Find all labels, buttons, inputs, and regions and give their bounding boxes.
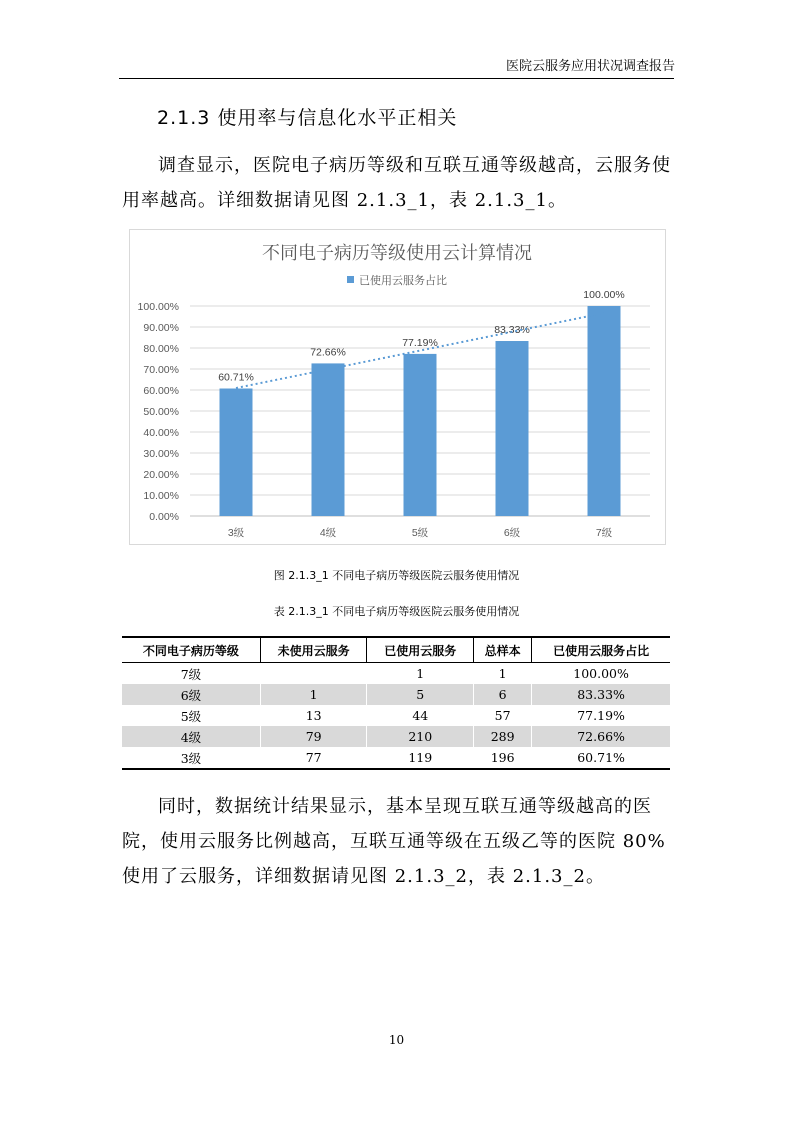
x-tick-label: 5级: [411, 527, 429, 539]
y-tick-label: 70.00%: [143, 364, 179, 376]
legend-label: 已使用云服务占比: [359, 275, 447, 287]
table-cell: 210: [367, 726, 474, 747]
table-cell: 289: [474, 726, 532, 747]
table-header-row: [122, 637, 670, 663]
y-tick-label: 60.00%: [143, 385, 179, 397]
paragraph-1: 调查显示，医院电子病历等级和互联互通等级越高，云服务使用率越高。详细数据请见图 2.1.3_1，表 2.1.3_1。: [122, 155, 671, 211]
bar: [220, 389, 253, 516]
table-cell: 57: [474, 705, 532, 726]
y-tick-label: 50.00%: [143, 406, 179, 418]
x-tick-label: 3级: [227, 527, 245, 539]
y-tick-label: 90.00%: [143, 322, 179, 334]
x-tick-label: 4级: [319, 527, 337, 539]
table-cell: 6: [474, 684, 532, 705]
y-tick-label: 10.00%: [143, 490, 179, 502]
legend-swatch: [347, 276, 354, 283]
bar: [496, 341, 529, 516]
table-cell: 5: [367, 684, 474, 705]
x-tick-label: 6级: [503, 527, 521, 539]
table-row: [122, 705, 670, 726]
table-row: [122, 747, 670, 769]
table-cell: 1: [474, 663, 532, 685]
bar: [404, 354, 437, 516]
table-row: [122, 663, 670, 685]
bar: [312, 363, 345, 516]
y-tick-label: 100.00%: [137, 301, 179, 313]
data-label: 72.66%: [310, 346, 346, 359]
table-cell: 79: [260, 726, 367, 747]
section-title: 2.1.3 使用率与信息化水平正相关: [157, 107, 458, 129]
header-cell: 已使用云服务占比: [532, 637, 670, 663]
table-cell: 83.33%: [532, 684, 670, 705]
figure-caption: 图 2.1.3_1 不同电子病历等级医院云服务使用情况: [273, 569, 520, 582]
table-cell: 1: [260, 684, 367, 705]
header-cell: 已使用云服务: [367, 637, 474, 663]
table-cell: 196: [474, 747, 532, 769]
table-cell: 7级: [180, 666, 202, 682]
data-label: 77.19%: [402, 336, 438, 349]
table-row: [122, 684, 670, 705]
table-cell: 3级: [122, 747, 260, 769]
y-tick-label: 0.00%: [149, 511, 179, 523]
table-cell: 13: [260, 705, 367, 726]
header-cell: 不同电子病历等级: [122, 637, 260, 663]
table-cell: 6级: [122, 684, 260, 705]
chart-canvas: [130, 230, 665, 544]
table-cell: 5级: [180, 708, 202, 724]
data-label: 60.71%: [218, 371, 254, 384]
x-tick-label: 7级: [595, 527, 613, 539]
table-row: [122, 726, 670, 747]
y-tick-label: 40.00%: [143, 427, 179, 439]
bar-chart: [129, 229, 666, 545]
data-label: 100.00%: [583, 289, 625, 301]
table-cell: [260, 663, 367, 685]
y-tick-label: 30.00%: [143, 448, 179, 460]
y-tick-label: 20.00%: [143, 469, 179, 481]
table-caption: 表 2.1.3_1 不同电子病历等级医院云服务使用情况: [273, 605, 520, 618]
header-rule: [119, 78, 674, 79]
paragraph-2: 同时，数据统计结果显示，基本呈现互联互通等级越高的医院，使用云服务比例越高，互联互通等级在五级乙等的医院 80%使用了云服务，详细数据请见图 2.1.3_2，表 2.1.3_2。: [122, 796, 666, 887]
data-label: 83.33%: [494, 324, 530, 337]
table-cell: 72.66%: [532, 726, 670, 747]
header-cell: 总样本: [474, 637, 532, 663]
table-cell: 77.19%: [532, 705, 670, 726]
data-table: [122, 636, 670, 770]
table-cell: 60.71%: [532, 747, 670, 769]
table-cell: 77: [260, 747, 367, 769]
table-cell: 44: [367, 705, 474, 726]
table-cell: 1: [367, 663, 474, 685]
y-tick-label: 80.00%: [143, 343, 179, 355]
chart-title: 不同电子病历等级使用云计算情况: [262, 243, 532, 263]
table-cell: 100.00%: [532, 663, 670, 685]
bar: [588, 306, 621, 516]
header-cell: 未使用云服务: [260, 637, 367, 663]
table-cell: 4级: [122, 726, 260, 747]
table-cell: 119: [367, 747, 474, 769]
running-header: 医院云服务应用状况调查报告: [505, 59, 675, 74]
page-number: 10: [388, 1033, 405, 1047]
